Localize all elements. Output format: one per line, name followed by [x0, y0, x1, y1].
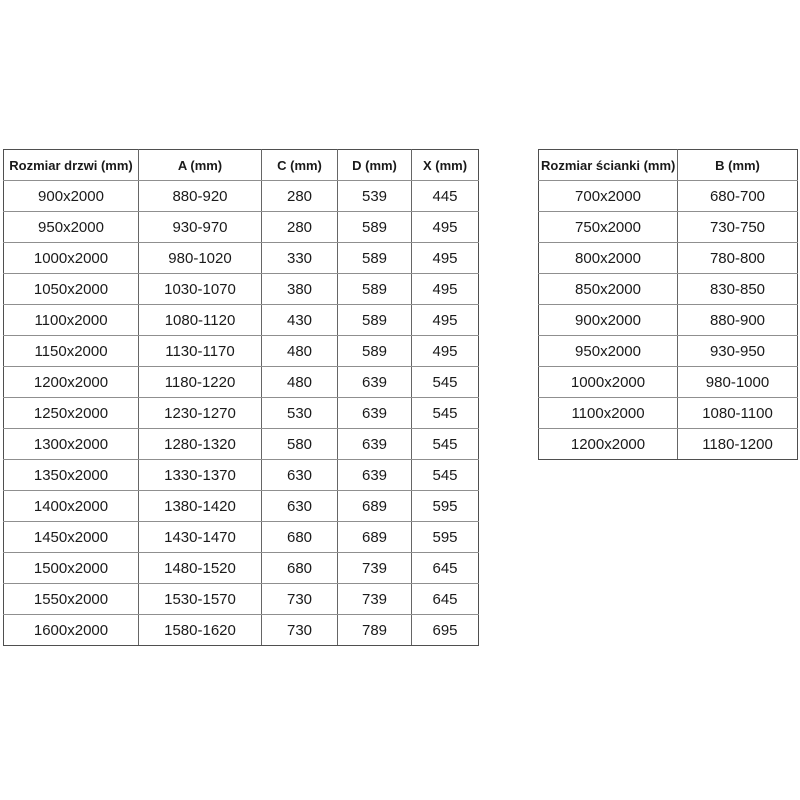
table-row	[539, 429, 798, 460]
header-row	[539, 150, 798, 181]
table-cell: 1250x2000	[4, 398, 139, 429]
table-cell: 589	[338, 274, 412, 305]
table-cell: 950x2000	[4, 212, 139, 243]
table-row	[4, 243, 479, 274]
table-cell: 730-750	[678, 212, 798, 243]
table-cell: 495	[412, 212, 479, 243]
table-cell: 1430-1470	[139, 522, 262, 553]
table-row	[4, 181, 479, 212]
table-cell: 639	[338, 367, 412, 398]
table-cell: 545	[412, 398, 479, 429]
table-cell: 1480-1520	[139, 553, 262, 584]
table-cell: 430	[262, 305, 338, 336]
table-cell: 1380-1420	[139, 491, 262, 522]
table-cell: 900x2000	[539, 305, 678, 336]
table-row	[539, 243, 798, 274]
table-row	[4, 460, 479, 491]
column-header: B (mm)	[678, 150, 798, 181]
table-row	[4, 429, 479, 460]
table-cell: 900x2000	[4, 181, 139, 212]
table-cell: 1030-1070	[139, 274, 262, 305]
table-cell: 445	[412, 181, 479, 212]
table-cell: 645	[412, 553, 479, 584]
table-cell: 1180-1220	[139, 367, 262, 398]
table-row	[4, 305, 479, 336]
column-header: A (mm)	[139, 150, 262, 181]
table-cell: 1550x2000	[4, 584, 139, 615]
table-cell: 1400x2000	[4, 491, 139, 522]
table-cell: 495	[412, 305, 479, 336]
table-cell: 730	[262, 584, 338, 615]
table-row	[4, 553, 479, 584]
table-cell: 545	[412, 460, 479, 491]
table-cell: 595	[412, 522, 479, 553]
table-cell: 1080-1120	[139, 305, 262, 336]
table-row	[4, 367, 479, 398]
table-cell: 380	[262, 274, 338, 305]
table-row	[4, 491, 479, 522]
table-cell: 780-800	[678, 243, 798, 274]
table-cell: 589	[338, 212, 412, 243]
table-cell: 800x2000	[539, 243, 678, 274]
table-cell: 639	[338, 398, 412, 429]
table-cell: 1580-1620	[139, 615, 262, 646]
table-cell: 1100x2000	[4, 305, 139, 336]
table-cell: 589	[338, 243, 412, 274]
table-cell: 980-1020	[139, 243, 262, 274]
table-cell: 739	[338, 584, 412, 615]
table-cell: 639	[338, 460, 412, 491]
table-cell: 495	[412, 274, 479, 305]
table-cell: 689	[338, 522, 412, 553]
table-cell: 645	[412, 584, 479, 615]
column-header: C (mm)	[262, 150, 338, 181]
table-cell: 695	[412, 615, 479, 646]
table-cell: 980-1000	[678, 367, 798, 398]
table-row	[4, 522, 479, 553]
door-sizes-table	[3, 149, 479, 646]
table-cell: 639	[338, 429, 412, 460]
table-cell: 1130-1170	[139, 336, 262, 367]
table-cell: 930-970	[139, 212, 262, 243]
table-cell: 1500x2000	[4, 553, 139, 584]
table-cell: 1330-1370	[139, 460, 262, 491]
column-header: X (mm)	[412, 150, 479, 181]
table-cell: 1280-1320	[139, 429, 262, 460]
table-row	[539, 274, 798, 305]
table-row	[539, 367, 798, 398]
table-cell: 595	[412, 491, 479, 522]
table-cell: 750x2000	[539, 212, 678, 243]
table-row	[539, 181, 798, 212]
column-header: Rozmiar ścianki (mm)	[539, 150, 678, 181]
table-row	[539, 212, 798, 243]
table-cell: 1000x2000	[4, 243, 139, 274]
table-cell: 280	[262, 212, 338, 243]
table-cell: 630	[262, 460, 338, 491]
table-cell: 689	[338, 491, 412, 522]
table-cell: 480	[262, 336, 338, 367]
table-cell: 1450x2000	[4, 522, 139, 553]
table-cell: 480	[262, 367, 338, 398]
table-row	[4, 584, 479, 615]
table-cell: 950x2000	[539, 336, 678, 367]
table-cell: 530	[262, 398, 338, 429]
table-cell: 700x2000	[539, 181, 678, 212]
table-cell: 1530-1570	[139, 584, 262, 615]
table-cell: 1100x2000	[539, 398, 678, 429]
table-cell: 589	[338, 336, 412, 367]
table-row	[4, 212, 479, 243]
table-row	[539, 305, 798, 336]
table-cell: 545	[412, 367, 479, 398]
table-cell: 1180-1200	[678, 429, 798, 460]
table-row	[4, 615, 479, 646]
table-cell: 1050x2000	[4, 274, 139, 305]
table-cell: 850x2000	[539, 274, 678, 305]
table-cell: 539	[338, 181, 412, 212]
column-header: Rozmiar drzwi (mm)	[4, 150, 139, 181]
table-cell: 1000x2000	[539, 367, 678, 398]
table-cell: 739	[338, 553, 412, 584]
table-cell: 680-700	[678, 181, 798, 212]
table-cell: 930-950	[678, 336, 798, 367]
table-cell: 1230-1270	[139, 398, 262, 429]
table-cell: 1200x2000	[539, 429, 678, 460]
table-cell: 1600x2000	[4, 615, 139, 646]
table-cell: 545	[412, 429, 479, 460]
table-cell: 880-900	[678, 305, 798, 336]
table-cell: 589	[338, 305, 412, 336]
wall-sizes-table	[538, 149, 798, 460]
table-row	[539, 336, 798, 367]
table-cell: 495	[412, 243, 479, 274]
table-cell: 1300x2000	[4, 429, 139, 460]
header-row	[4, 150, 479, 181]
table-cell: 1150x2000	[4, 336, 139, 367]
table-cell: 580	[262, 429, 338, 460]
table-row	[4, 274, 479, 305]
table-cell: 880-920	[139, 181, 262, 212]
table-cell: 495	[412, 336, 479, 367]
table-row	[4, 398, 479, 429]
table-cell: 330	[262, 243, 338, 274]
table-cell: 680	[262, 522, 338, 553]
table-row	[4, 336, 479, 367]
table-cell: 1200x2000	[4, 367, 139, 398]
table-cell: 830-850	[678, 274, 798, 305]
table-cell: 1080-1100	[678, 398, 798, 429]
table-cell: 680	[262, 553, 338, 584]
table-cell: 1350x2000	[4, 460, 139, 491]
table-cell: 630	[262, 491, 338, 522]
table-cell: 730	[262, 615, 338, 646]
table-cell: 789	[338, 615, 412, 646]
table-row	[539, 398, 798, 429]
column-header: D (mm)	[338, 150, 412, 181]
table-cell: 280	[262, 181, 338, 212]
